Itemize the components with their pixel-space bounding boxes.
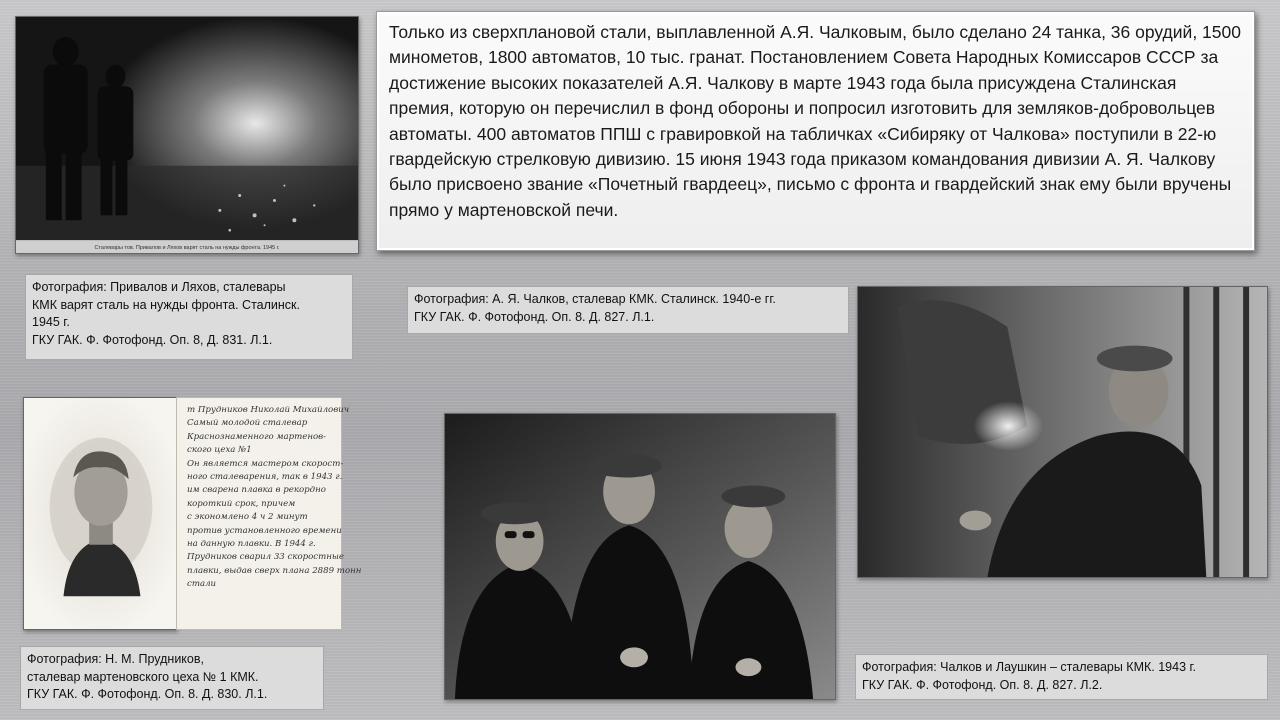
caption-chalkov [407, 286, 849, 334]
caption-prudnikov-line2: сталевар мартеновского цеха № 1 КМК. [27, 669, 259, 684]
caption-privalov [25, 274, 353, 360]
photo-chalkov-furnace [857, 286, 1268, 578]
caption-privalov-line3: 1945 г. [32, 315, 70, 329]
letter-line: Он является мастером скорост- [187, 458, 344, 469]
letter-line: им сварена плавка в рекордно [187, 485, 326, 496]
caption-prudnikov-line1: Фотография: Н. М. Прудников, [27, 652, 204, 666]
caption-prudnikov [20, 646, 324, 710]
main-text: Только из сверхплановой стали, выплавленной А.Я. Чалковым, было сделано 24 танка, 36 орудий, 1500 минометов, 1800 автоматов, 10 тыс. гранат. Постановлением Совета Народных Комиссаров СССР за достижение высоких показателей А.Я. Чалкову в марте 1943 года была присуждена Сталинская премия, которую он перечислил в фонд обороны и попросил изготовить для земляков-добровольцев автоматы. 400 автоматов ППШ с гравировкой на табличках «Сибиряку от Чалкова» поступили в 22-ю гвардейскую стрелковую дивизию. 15 июня 1943 года приказом командования дивизии А. Я. Чалкову было присвоено звание «Почетный гвардеец», письмо с фронта и гвардейский знак ему были вручены прямо у мартеновской печи. [389, 22, 1241, 220]
caption-chalkov-line1: Фотография: А. Я. Чалков, сталевар КМК. Сталинск. 1940-е гг. [414, 292, 776, 306]
letter-line: против установленного времени [187, 525, 342, 536]
letter-line: на данную плавки. В 1944 г. [187, 539, 316, 550]
letter-line: с экономлено 4 ч 2 минут [187, 512, 308, 523]
photo-three-steelworkers [444, 413, 836, 700]
caption-prudnikov-line3: ГКУ ГАК. Ф. Фотофонд. Оп. 8. Д. 830. Л.1. [27, 687, 268, 701]
caption-laushkin-line1: Фотография: Чалков и Лаушкин – сталевары КМК. 1943 г. [862, 660, 1197, 674]
photo1-caption-strip: Сталевары тов. Привалов и Ляхов варят сталь на нужды фронта. 1945 г. [94, 245, 280, 252]
letter-line: Прудников сварил 33 скоростные [187, 552, 345, 563]
letter-line: ного сталеварения, так в 1943 г. [187, 472, 343, 483]
letter-line: ского цеха №1 [187, 445, 252, 456]
caption-privalov-line4: ГКУ ГАК. Ф. Фотофонд. Оп. 8, Д. 831. Л.1. [32, 332, 273, 347]
letter-line: стали [187, 579, 217, 590]
letter-line: Самый молодой сталевар [187, 418, 308, 429]
caption-privalov-line2: КМК варят сталь на нужды фронта. Сталинск. [32, 297, 300, 312]
photo-prudnikov-portrait [23, 397, 177, 630]
caption-laushkin [855, 654, 1268, 700]
letter-line: т Прудников Николай Михайлович [187, 405, 350, 415]
letter-line: плавки, выдав сверх плана 2889 тонн [187, 565, 362, 576]
letter-line: Краснознаменного мартенов- [187, 431, 327, 442]
main-text-box [376, 11, 1255, 251]
letter-line: короткий срок, причем [187, 498, 296, 509]
prudnikov-letter [176, 397, 362, 630]
caption-privalov-line1: Фотография: Привалов и Ляхов, сталевары [32, 280, 286, 294]
caption-laushkin-line2: ГКУ ГАК. Ф. Фотофонд. Оп. 8. Д. 827. Л.2. [862, 677, 1103, 692]
caption-chalkov-line2: ГКУ ГАК. Ф. Фотофонд. Оп. 8. Д. 827. Л.1. [414, 309, 655, 324]
photo-privalov-lyakhov [15, 16, 359, 254]
